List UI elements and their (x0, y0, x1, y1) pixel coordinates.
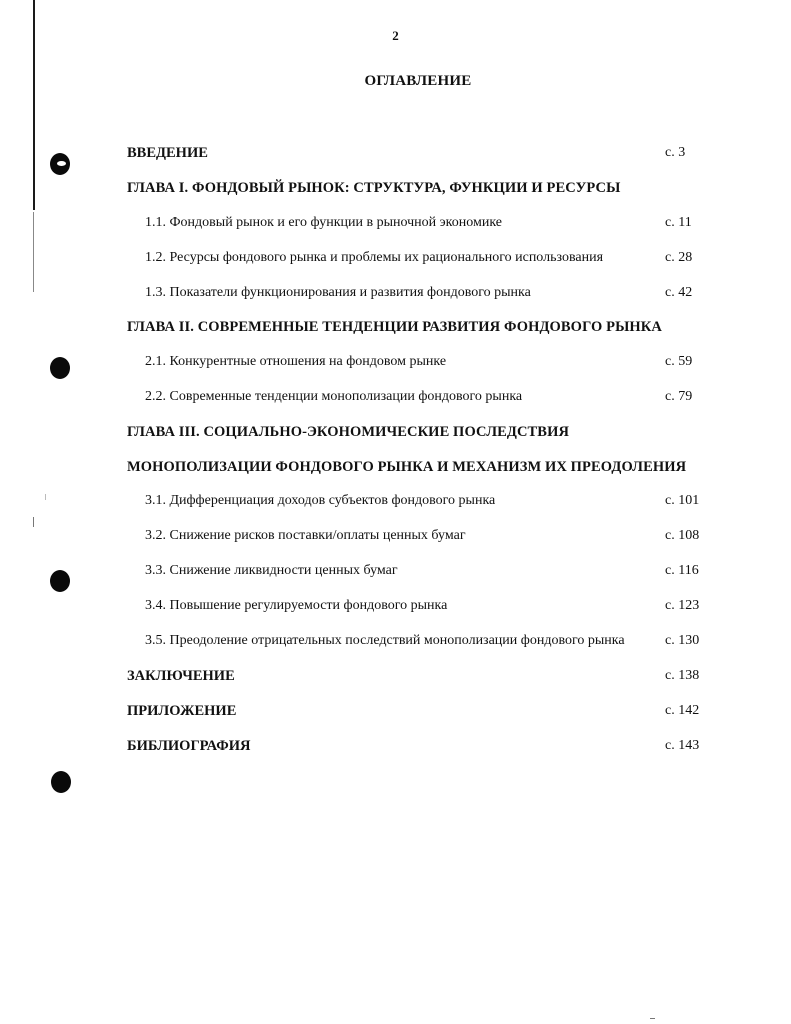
toc-entry-text: ЗАКЛЮЧЕНИЕ (127, 668, 235, 684)
toc-entry-conclusion[interactable] (127, 665, 703, 687)
toc-chapter-2[interactable] (127, 316, 703, 338)
toc-entry-text: ПРИЛОЖЕНИЕ (127, 703, 237, 719)
toc-chapter-3[interactable] (127, 421, 703, 443)
scan-speck (650, 1018, 655, 1019)
toc-entry-page: с. 130 (665, 633, 700, 648)
scan-left-edge-line-faint (33, 212, 34, 292)
toc-chapter-1[interactable] (127, 177, 703, 199)
toc-entry-page: с. 123 (665, 598, 700, 613)
toc-section-3-5[interactable] (145, 630, 703, 652)
toc-entry-page: с. 138 (665, 668, 700, 683)
toc-section-2-1[interactable] (145, 351, 703, 373)
punch-hole-mark (50, 357, 70, 379)
page-number: 2 (392, 28, 399, 43)
toc-section-1-2[interactable] (145, 247, 703, 269)
toc-entry-text: 1.3. Показатели функционирования и развития фондового рынка (145, 285, 531, 300)
toc-title: ОГЛАВЛЕНИЕ (364, 73, 472, 89)
toc-entry-text: 3.3. Снижение ликвидности ценных бумаг (145, 563, 398, 578)
toc-entry-text: 3.4. Повышение регулируемости фондового рынка (145, 598, 448, 613)
toc-entry-page: с. 143 (665, 738, 700, 753)
toc-section-2-2[interactable] (145, 386, 703, 408)
toc-entry-bibliography[interactable] (127, 735, 703, 757)
toc-entry-page: с. 3 (665, 145, 686, 160)
toc-section-3-3[interactable] (145, 560, 703, 582)
toc-entry-text: БИБЛИОГРАФИЯ (127, 738, 251, 754)
toc-entry-page: с. 142 (665, 703, 700, 718)
toc-entry-introduction[interactable] (127, 142, 703, 164)
toc-entry-text: МОНОПОЛИЗАЦИИ ФОНДОВОГО РЫНКА И МЕХАНИЗМ ИХ ПРЕОДОЛЕНИЯ (127, 459, 687, 475)
toc-chapter-3-continued[interactable] (127, 456, 703, 478)
toc-entry-text: ГЛАВА I. ФОНДОВЫЙ РЫНОК: СТРУКТУРА, ФУНКЦИИ И РЕСУРСЫ (127, 180, 621, 196)
toc-entry-page: с. 101 (665, 493, 700, 508)
toc-section-3-1[interactable] (145, 490, 703, 512)
toc-entry-text: 1.2. Ресурсы фондового рынка и проблемы их рационального использования (145, 250, 604, 265)
toc-entry-text: 1.1. Фондовый рынок и его функции в рыночной экономике (145, 215, 502, 230)
scan-speck (45, 494, 46, 500)
toc-entry-text: ГЛАВА III. СОЦИАЛЬНО-ЭКОНОМИЧЕСКИЕ ПОСЛЕДСТВИЯ (127, 424, 570, 440)
toc-section-3-2[interactable] (145, 525, 703, 547)
toc-entry-page: с. 42 (665, 285, 693, 300)
punch-hole-mark (50, 570, 70, 592)
toc-entry-text: 2.2. Современные тенденции монополизации фондового рынка (145, 389, 523, 404)
toc-section-3-4[interactable] (145, 595, 703, 617)
toc-entry-page: с. 79 (665, 389, 693, 404)
toc-entry-page: с. 116 (665, 563, 699, 578)
toc-entry-page: с. 108 (665, 528, 700, 543)
toc-entry-appendix[interactable] (127, 700, 703, 722)
toc-entry-text: 3.2. Снижение рисков поставки/оплаты ценных бумаг (145, 528, 466, 543)
scan-speck (33, 517, 34, 527)
punch-hole-mark (50, 153, 70, 175)
toc-entry-text: ГЛАВА II. СОВРЕМЕННЫЕ ТЕНДЕНЦИИ РАЗВИТИЯ ФОНДОВОГО РЫНКА (127, 319, 662, 335)
toc-entry-text: 2.1. Конкурентные отношения на фондовом рынке (145, 354, 447, 369)
toc-entry-page: с. 28 (665, 250, 693, 265)
toc-entry-page: с. 11 (665, 215, 692, 230)
toc-entry-text: 3.1. Дифференциация доходов субъектов фондового рынка (145, 493, 496, 508)
toc-entry-text: 3.5. Преодоление отрицательных последствий монополизации фондового рынка (145, 633, 625, 648)
toc-entry-page: с. 59 (665, 354, 693, 369)
punch-hole-mark (51, 771, 71, 793)
toc-entry-text: ВВЕДЕНИЕ (127, 145, 208, 161)
toc-section-1-1[interactable] (145, 212, 703, 234)
toc-section-1-3[interactable] (145, 282, 703, 304)
